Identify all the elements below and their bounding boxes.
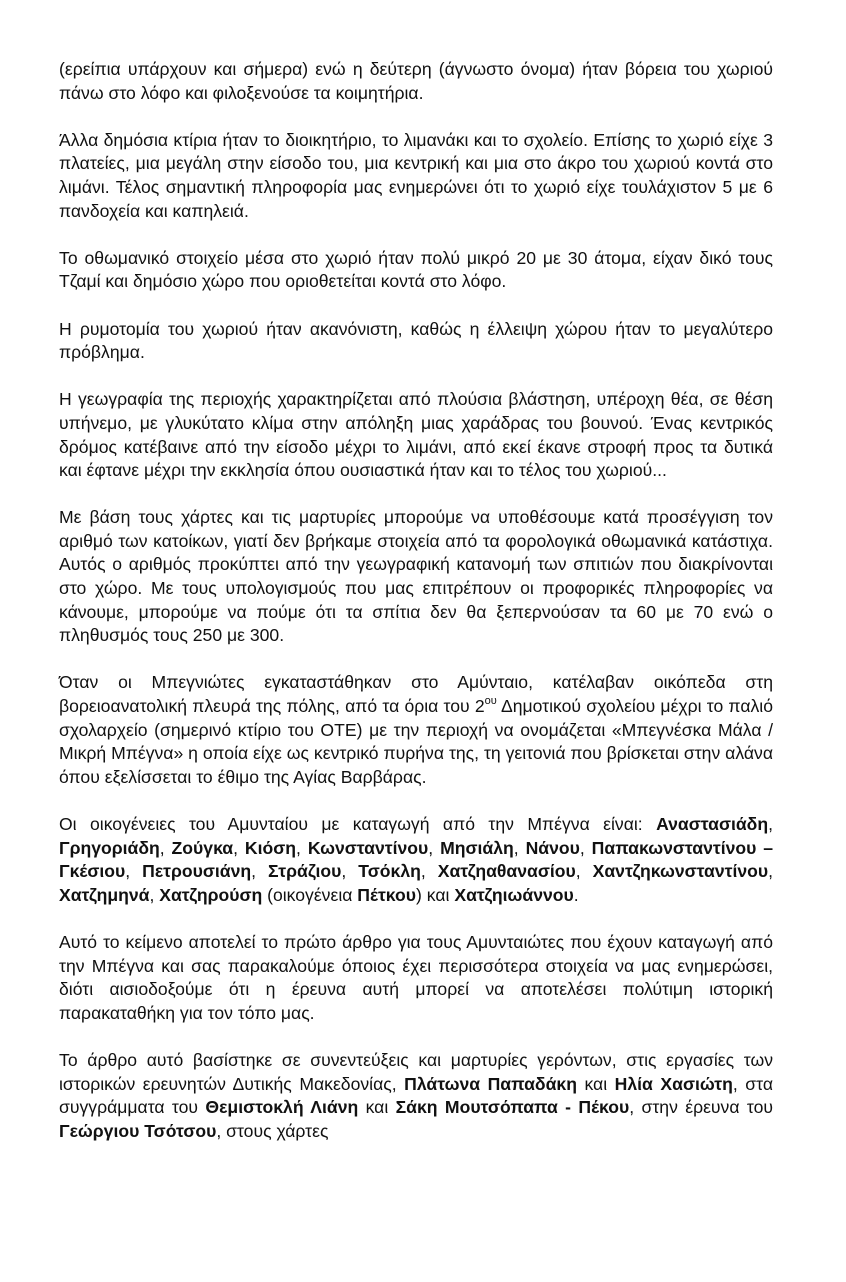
paragraph <box>59 506 773 648</box>
text-run: Οι οικογένειες του Αμυνταίου με καταγωγή από την Μπέγνα είναι: <box>59 814 657 834</box>
text-run: , <box>575 861 593 882</box>
text-run: , <box>768 861 774 882</box>
text-run: Δημοτικού σχολείου μέχρι το παλιό σχολαρχείο (σημερινό κτίριο του ΟΤΕ) με την περιοχή να ονομάζεται «Μπεγνέσκα Μάλα / Μικρή Μπέγνα» η οποία είχε ως κεντρικό πυρήνα της, τη γειτονιά που βρίσκεται στην αλάνα όπου εξελίσσεται το έθιμο της Αγίας Βαρβάρας. <box>59 696 773 787</box>
bold-name: Πλάτωνα Παπαδάκη <box>404 1073 577 1094</box>
bold-name: Κιόση <box>244 837 297 858</box>
bold-name: Χατζηιωάννου <box>454 884 574 905</box>
bold-name: Πετρουσιάνη <box>142 861 252 882</box>
text-run: Όταν οι Μπεγνιώτες εγκαταστάθηκαν στο Αμύνταιο, κατέλαβαν οικόπεδα στη βορειοανατολική πλευρά της πόλης, από τα όρια του 2 <box>59 672 773 717</box>
bold-name: Κωνσταντίνου <box>307 837 429 858</box>
bold-name: Ζούγκα <box>171 837 234 858</box>
text-run: , στα συγγράμματα του <box>59 1073 773 1118</box>
bold-name: Τσόκλη <box>358 861 421 882</box>
text-run: , <box>296 837 308 858</box>
text-run: Με βάση τους χάρτες και τις μαρτυρίες μπορούμε να υποθέσουμε κατά προσέγγιση τον αριθμό των κατοίκων, γιατί δεν βρήκαμε στοιχεία από τα φορολογικά οθωμανικά κατάστιχα. Αυτός ο αριθμός προκύπτει από την γεωγραφική κατανομή των σπιτιών που διακρίνονται στο χώρο. Με τους υπολογισμούς που μας επιτρέπουν οι προφορικές πληροφορίες να κάνουμε, μπορούμε να πούμε ότι τα σπίτια δεν θα ξεπερνούσαν τα 60 με 70 ενώ ο πληθυσμός τους 250 με 300. <box>59 507 773 646</box>
text-run: Αυτό το κείμενο αποτελεί το πρώτο άρθρο για τους Αμυνταιώτες που έχουν καταγωγή από την Μπέγνα και σας παρακαλούμε όποιος έχει περισσότερα στοιχεία να μας ενημερώσει, διότι αισιοδοξούμε ότι η έρευνα αυτή μπορεί να αποτελέσει πολύτιμη ιστορική παρακαταθήκη για τον τόπο μας. <box>59 931 773 1023</box>
paragraph <box>59 318 773 365</box>
text-run: , <box>251 861 269 882</box>
document-page <box>59 58 773 1167</box>
bold-name: Θεμιστοκλή Λιάνη <box>205 1097 359 1118</box>
text-run: , <box>149 884 160 905</box>
text-run: και <box>358 1097 396 1118</box>
text-run: , <box>420 861 438 882</box>
bold-name: Γρηγοριάδη <box>59 837 160 858</box>
paragraph <box>59 129 773 223</box>
paragraph <box>59 388 773 482</box>
text-run: , <box>233 837 245 858</box>
bold-name: Στράζιου <box>268 861 342 882</box>
paragraph <box>59 671 773 789</box>
paragraph <box>59 58 773 105</box>
text-run: Η γεωγραφία της περιοχής χαρακτηρίζεται από πλούσια βλάστηση, υπέροχη θέα, σε θέση υπήνεμο, με γλυκύτατο κλίμα στην απόληξη μιας χαράδρας του βουνού. Ένας κεντρικός δρόμος κατέβαινε από την είσοδο μέχρι το λιμάνι, από εκεί έκανε στροφή προς τα δυτικά και έφτανε μέχρι την εκκλησία όπου ουσιαστικά ήταν και το τέλος του χωριού... <box>59 389 773 481</box>
bold-name: Μησιάλη <box>440 837 514 858</box>
bold-name: Γεώργιου Τσότσου <box>59 1120 217 1141</box>
text-run: , <box>341 861 359 882</box>
text-run: , <box>125 861 143 882</box>
bold-name: Νάνου <box>525 837 580 858</box>
bold-name: Χατζηρούση <box>159 884 263 905</box>
bold-name: Σάκη Μουτσόπαπα - Πέκου <box>395 1097 630 1118</box>
paragraph <box>59 813 773 907</box>
bold-name: Πέτκου <box>357 884 417 905</box>
text-run: Η ρυμοτομία του χωριού ήταν ακανόνιστη, καθώς η έλλειψη χώρου ήταν το μεγαλύτερο πρόβλημα. <box>59 318 773 363</box>
bold-name: Χατζηαθανασίου <box>437 861 576 882</box>
bold-name: Ηλία Χασιώτη <box>614 1073 733 1094</box>
text-run: Άλλα δημόσια κτίρια ήταν το διοικητήριο, το λιμανάκι και το σχολείο. Επίσης το χωριό είχε 3 πλατείες, μια μεγάλη στην είσοδο του, μια κεντρική και μια στο άκρο του χωριού κοντά στο λιμάνι. Τέλος σημαντική πληροφορία μας ενημερώνει ότι το χωριό είχε τουλάχιστον 5 με 6 πανδοχεία και καπηλειά. <box>59 129 773 221</box>
text-run: , <box>159 837 172 858</box>
superscript-text: ου <box>484 695 497 708</box>
bold-name: Χαντζηκωνσταντίνου <box>592 861 769 882</box>
text-run: , <box>513 837 526 858</box>
text-run: , στην έρευνα του <box>629 1097 773 1118</box>
text-run: (ερείπια υπάρχουν και σήμερα) ενώ η δεύτερη (άγνωστο όνομα) ήταν βόρεια του χωριού πάνω στο λόφο και φιλοξενούσε τα κοιμητήρια. <box>59 59 773 103</box>
text-run: , <box>768 814 773 834</box>
paragraph <box>59 931 773 1025</box>
text-run: ) και <box>416 884 455 905</box>
text-run: (οικογένεια <box>262 884 358 905</box>
paragraph <box>59 1049 773 1143</box>
bold-name: Παπακωνσταντίνου – Γκέσιου <box>59 837 774 882</box>
text-run: , στους χάρτες <box>216 1120 329 1141</box>
text-run: και <box>576 1073 615 1094</box>
paragraph <box>59 247 773 294</box>
text-run: . <box>573 884 579 905</box>
text-run: , <box>579 837 592 858</box>
text-run: , <box>428 837 441 858</box>
bold-name: Αναστασιάδη <box>656 814 769 834</box>
text-run: Το οθωμανικό στοιχείο μέσα στο χωριό ήταν πολύ μικρό 20 με 30 άτομα, είχαν δικό τους Τζαμί και δημόσιο χώρο που οριοθετείται κοντά στο λόφο. <box>59 247 773 292</box>
text-run: Το άρθρο αυτό βασίστηκε σε συνεντεύξεις και μαρτυρίες γερόντων, στις εργασίες των ιστορικών ερευνητών Δυτικής Μακεδονίας, <box>59 1049 773 1094</box>
bold-name: Χατζημηνά <box>59 884 150 905</box>
